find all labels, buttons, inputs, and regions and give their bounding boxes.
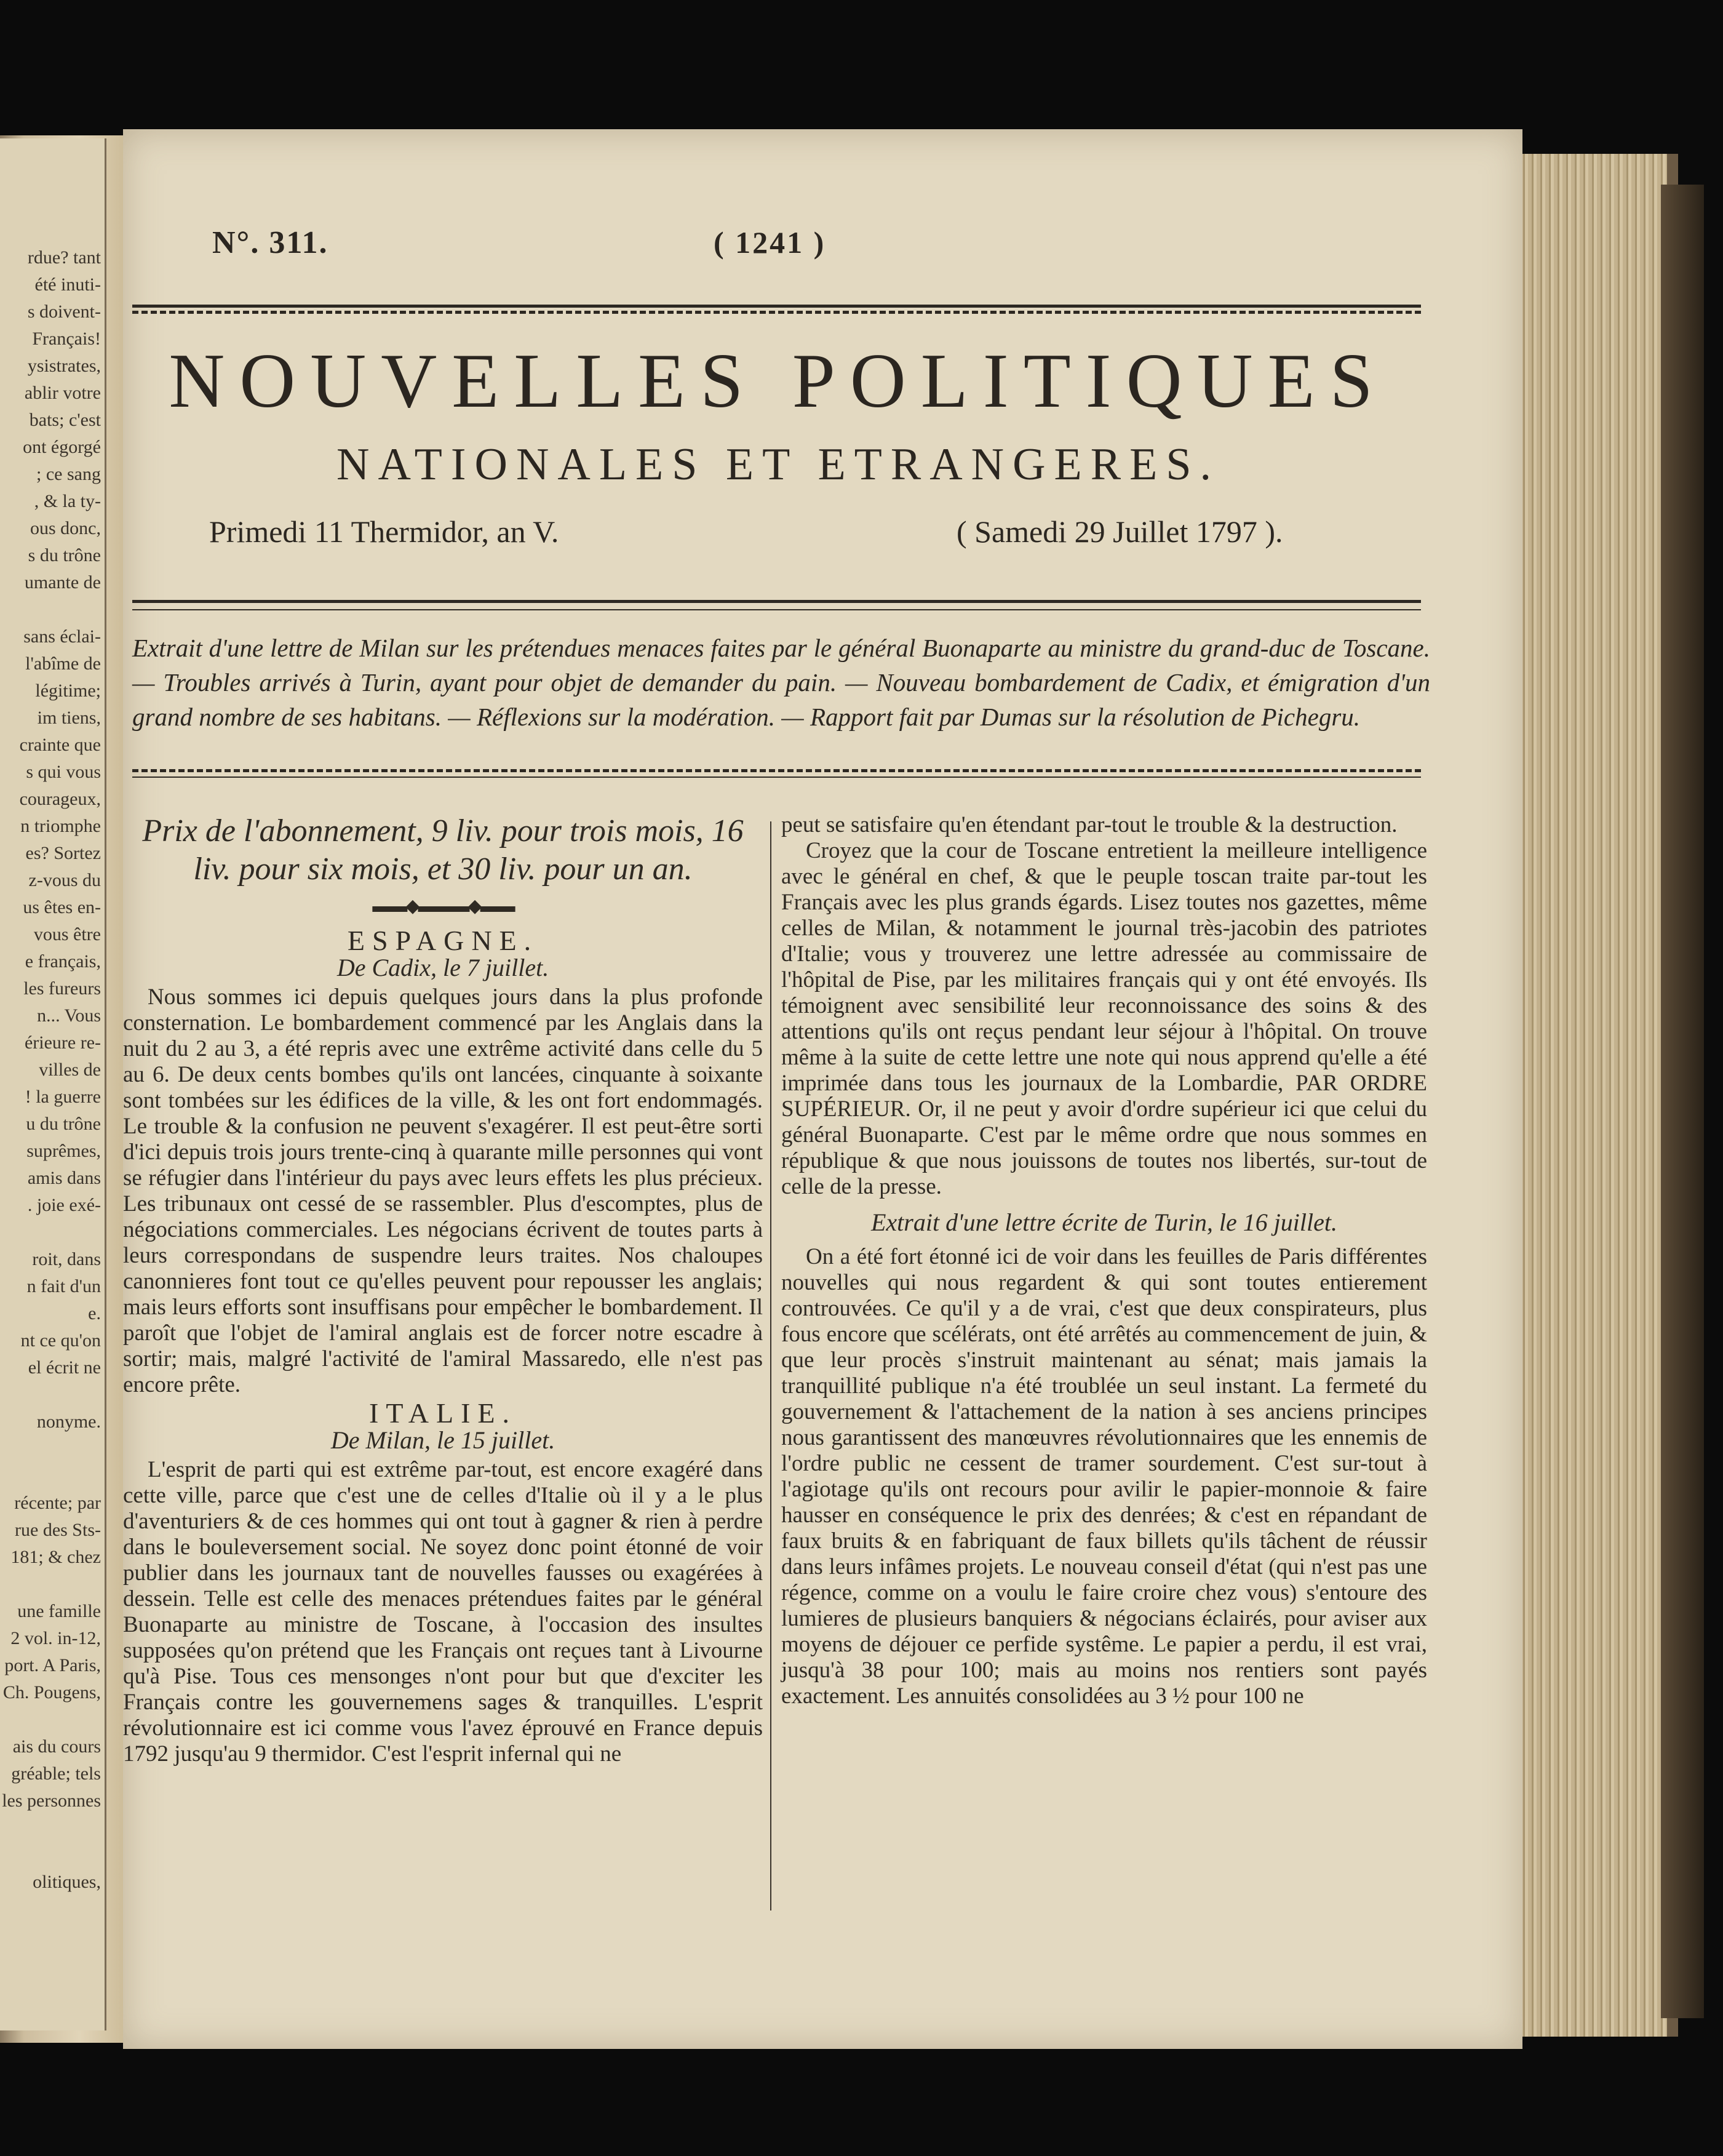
left-page-line: ont égorgé [23,437,101,457]
left-page-line: s du trône [28,545,101,565]
left-page-line: nt ce qu'on [20,1330,101,1351]
left-page-line: Français! [32,329,101,349]
section-heading-espagne: ESPAGNE. [347,925,539,956]
left-page-line: suprêmes, [26,1141,101,1161]
left-page-line: ous donc, [30,518,101,538]
dateline-milan: De Milan, le 15 juillet. [330,1426,555,1454]
left-page-line: 181; & chez [10,1547,101,1567]
issue-number: N°. 311. [212,225,328,260]
left-page-line: crainte que [19,735,101,755]
left-page-line: . joie exé- [27,1195,101,1215]
left-page-line: gréable; tels [11,1763,101,1784]
date-gregorian: ( Samedi 29 Juillet 1797 ). [957,514,1283,549]
subscription-price: Prix de l'abonnement, 9 liv. pour trois mois, 16 liv. pour six mois, et 30 liv. pour un an. [142,813,744,887]
left-page-line: im tiens, [37,708,101,728]
page-edges [1519,154,1678,2037]
left-page-line: récente; par [14,1493,101,1513]
left-page-line: n triomphe [20,816,101,836]
masthead-title: NOUVELLES POLITIQUES [169,338,1388,424]
dateline-turin: Extrait d'une lettre écrite de Turin, le 16 juillet. [870,1208,1338,1236]
left-page-line: port. A Paris, [4,1655,101,1675]
left-page-line: été inuti- [34,274,101,295]
left-page-line: s qui vous [26,762,101,782]
rule-below-summary-thin [132,777,1421,778]
dateline-cadix: De Cadix, le 7 juillet. [336,954,549,981]
date-revolutionary: Primedi 11 Thermidor, an V. [209,514,559,549]
left-page-line: u du trône [26,1114,101,1134]
left-page-line: 2 vol. in-12, [10,1628,101,1648]
column-left [123,812,763,1767]
left-page-line: légitime; [35,681,101,701]
left-page-line: les personnes [2,1791,101,1811]
header-rule-top [132,305,1421,308]
left-page-line: us êtes en- [23,897,101,917]
article-turin: On a été fort étonné ici de voir dans les feuilles de Paris différentes nouvelles qui nous regardent & qui sont toutes entierement controuvées. Ce qu'il y a de vrai, c'est que deux conspirateurs, plus fous encore que scélérats, ont été arrêtés au commencement de juin, & que leur procès s'instruit maintenant au sénat; mais jamais la tranquillité publique n'a été troublée un seul instant. La fermeté du gouvernement & l'attachement de la nation à ses anciens principes nous garantissent des manœuvres révolutionnaires que les ennemis de l'ordre public ne cessent de tramer sourdement. C'est sur-tout à l'agiotage qu'ils ont recours pour avilir le papier-monnoie & faire hausser en conséquence le prix des denrées; & c'est en répandant de faux bruits & en fabriquant de faux billets qu'ils tâchent de réussir dans leurs infâmes projets. Le nouveau conseil d'état (qui n'est pas une régence, comme on a voulu le faire croire chez vous) s'entoure des lumieres de plusieurs banquiers & négocians éclairés, pour aviser aux moyens de déjouer ce perfide systême. Le papier a perdu, il est vrai, jusqu'à 38 pour 100; mais au moins nos rentiers sont payés exactement. Les annuités consolidées au 3 ½ pour 100 ne [781,1244,1427,1709]
article-toscane: Croyez que la cour de Toscane entretient la meilleure intelligence avec le général en chef, & que le peuple toscan traite par-tout les Français avec les plus grands égards. Lisez toutes nos gazettes, même celles de Milan, & notamment le journal très-jacobin des patriotes d'Italie; vous y trouverez une lettre adressée au commissaire de l'hôpital de Pise, par les militaires français qui y ont été envoyés. Ils témoignent avec sensibilité leur reconnoissance des soins & des attentions qu'ils ont reçus pendant leur séjour à l'hôpital. On trouve même à la suite de cette lettre une note qui nous apprend qu'elle a été imprimée dans tous les journaux de la Lombardie, PAR ORDRE SUPÉRIEUR. Or, il ne peut y avoir d'ordre supérieur ici que celui du général Buonaparte. C'est par le même ordre que nous sommes en république & que nous jouissons de toutes nos libertés, sur-tout de celle de la presse. [781,838,1427,1199]
rule-below-summary [132,769,1421,772]
left-page-line: bats; c'est [29,410,101,430]
left-page-line: vous être [33,924,101,944]
rule-above-summary [132,600,1421,603]
left-page-fragment [0,138,106,2030]
article-milan-continued: peut se satisfaire qu'en étendant par-tout le trouble & la destruction. [781,812,1398,837]
rule-above-summary-thin [132,609,1421,610]
left-page-line: une famille [17,1601,101,1621]
book-cover-edge [1661,185,1704,2018]
left-page-line: e français, [25,951,101,972]
left-page-line: z-vous du [28,870,101,890]
left-page-line: amis dans [27,1168,101,1188]
masthead-subtitle: NATIONALES ET ETRANGERES. [336,439,1220,490]
left-page-line: les fureurs [23,978,101,999]
left-page-line: rue des Sts- [15,1520,101,1540]
left-page-line: s doivent- [27,301,101,322]
ornament-divider: ▬▬◆▬▬▬◆▬▬ [372,896,514,916]
page-number: ( 1241 ) [714,225,826,260]
left-page-line: courageux, [19,789,101,809]
left-page-line: nonyme. [36,1411,101,1432]
left-page-line: umante de [24,572,101,593]
left-page-line: es? Sortez [25,843,101,863]
left-page-line: ! la guerre [25,1087,101,1107]
left-page-line: el écrit ne [28,1357,101,1378]
left-page-line: olitiques, [33,1872,101,1892]
left-page-line: ablir votre [24,383,101,403]
left-page-line: ; ce sang [36,464,101,484]
header-rule-dashed [132,311,1421,314]
issue-summary: Extrait d'une lettre de Milan sur les prétendues menaces faites par le général Buonaparte au ministre du grand-duc de Toscane. — Troubles arrivés à Turin, ayant pour objet de demander du pain. — Nouveau bombardement de Cadix, et émigration d'un grand nombre de ses habitans. — Réflexions sur la modération. — Rapport fait par Dumas sur la résolution de Pichegru. [132,634,1430,731]
article-milan: L'esprit de parti qui est extrême par-tout, est encore exagéré dans cette ville, parce que c'est une de celles d'Italie où il y a le plus d'aventuriers & de ces hommes qui ont tout à gagner & rien à perdre dans le bouleversement social. Ne soyez donc point étonné de voir publier dans les journaux tant de nouvelles fausses ou exagérées à dessein. Telle est celle des menaces prétendues faites par le général Buonaparte au ministre de Toscane, à l'occasion des insultes supposées qu'on prétend que les Français ont reçues tant à Livourne qu'à Pise. Tous ces mensonges n'ont pour but que d'exciter les Français contre les gouvernemens sages & tranquilles. L'esprit révolutionnaire est ici comme vous l'avez éprouvé en France depuis 1792 jusqu'au 9 thermidor. C'est l'esprit infernal qui ne [123,1457,763,1767]
column-separator [770,821,771,1910]
left-page-line: ysistrates, [27,356,101,376]
left-page-line: ais du cours [12,1736,101,1757]
section-heading-italie: ITALIE. [369,1397,517,1429]
left-page-line: n... Vous [37,1005,101,1026]
left-page-line: villes de [39,1060,101,1080]
left-page-line: rdue? tant [27,247,101,268]
left-page-line: sans éclai- [23,626,101,647]
left-page-line: érieure re- [24,1032,101,1053]
column-right [781,812,1427,1709]
left-page-line: , & la ty- [34,491,101,511]
left-page-line: Ch. Pougens, [2,1682,101,1703]
left-page-line: roit, dans [32,1249,101,1269]
left-page-line: l'abîme de [25,653,101,674]
left-page-line: n fait d'un [26,1276,101,1296]
article-cadix: Nous sommes ici depuis quelques jours dans la plus profonde consternation. Le bombardement commencé par les Anglais dans la nuit du 2 au 3, a été repris avec une extrême activité dans celle du 5 au 6. De deux cents bombes qu'ils ont lancées, cinquante à soixante sont tombées sur les édifices de la ville, & les ont fort endommagés. Le trouble & la confusion ne peuvent s'exagérer. Il est peut-être sorti d'ici depuis trois jours trente-cinq à quarante mille personnes qui vont se réfugier dans l'intérieur du pays avec leurs effets les plus précieux. Les tribunaux ont cessé de se rassembler. Plus d'escomptes, plus de négociations commerciales. Les négocians écrivent de toutes parts à leurs correspondans de suspendre leurs traites. Nos chaloupes canonnieres font tout ce qu'elles peuvent pour repousser les anglais; mais leurs efforts sont insuffisans pour empêcher le bombardement. Il paroît que l'objet de l'amiral anglais est de forcer notre escadre à sortir; mais, malgré l'activité de l'amiral Massaredo, elle n'est pas encore prête. [123,984,763,1397]
left-page-line: e. [88,1303,101,1324]
